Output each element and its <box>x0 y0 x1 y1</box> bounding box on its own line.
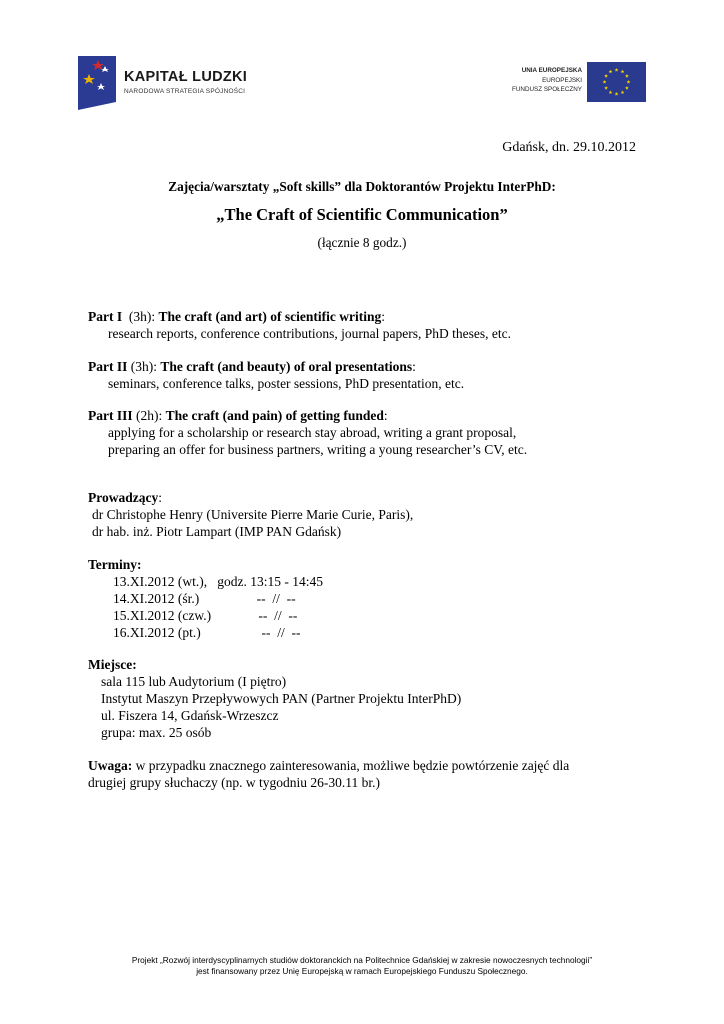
part-hours: (3h): <box>127 359 161 374</box>
term-row: 16.XI.2012 (pt.) -- // -- <box>113 625 301 640</box>
part-2 <box>88 358 648 392</box>
note-text-continued: drugiej grupy słuchaczy (np. w tygodniu 26-30.11 br.) <box>88 775 380 790</box>
instructors-section <box>88 489 648 540</box>
part-description: seminars, conference talks, poster sessions, PhD presentation, etc. <box>108 376 465 391</box>
place-label: Miejsce: <box>88 657 137 672</box>
term-row: 15.XI.2012 (czw.) -- // -- <box>113 608 298 623</box>
part-label: Part II <box>88 359 128 374</box>
eu-flag-icon <box>587 62 646 102</box>
footer <box>0 955 724 976</box>
kapital-ludzki-subtitle: NARODOWA STRATEGIA SPÓJNOŚCI <box>124 88 246 95</box>
part-colon: : <box>383 408 388 423</box>
part-1 <box>88 308 648 342</box>
place-line: ul. Fiszera 14, Gdańsk-Wrzeszcz <box>101 708 279 723</box>
place-line: Instytut Maszyn Przepływowych PAN (Partner Projektu InterPhD) <box>101 691 462 706</box>
terms-label: Terminy: <box>88 557 142 572</box>
eu-logo-text <box>496 66 582 95</box>
footer-line1: Projekt „Rozwój interdyscyplinarnych studiów doktoranckich na Politechnice Gdańskiej w zakresie nowoczesnych technologii” <box>131 955 593 965</box>
note-label: Uwaga: <box>88 758 133 773</box>
place-line: grupa: max. 25 osób <box>101 725 212 740</box>
eu-line2: EUROPEJSKI <box>542 76 582 84</box>
term-row: 14.XI.2012 (śr.) -- // -- <box>113 591 296 606</box>
title-duration: (łącznie 8 godz.) <box>317 235 407 250</box>
part-description: preparing an offer for business partners, writing a young researcher’s CV, etc. <box>108 442 528 457</box>
instructor-name: dr Christophe Henry (Universite Pierre Marie Curie, Paris), <box>92 507 414 522</box>
part-3 <box>88 407 648 458</box>
terms-section <box>88 556 648 641</box>
instructors-label: Prowadzący <box>88 490 159 505</box>
instructor-name: dr hab. inż. Piotr Lampart (IMP PAN Gdańsk) <box>92 524 342 539</box>
kapital-ludzki-title: KAPITAŁ LUDZKI <box>124 69 248 85</box>
part-hours: (3h): <box>122 309 159 324</box>
eu-line1: UNIA EUROPEJSKA <box>521 67 582 74</box>
note-text: w przypadku znacznego zainteresowania, możliwe będzie powtórzenie zajęć dla <box>132 758 570 773</box>
title-main: „The Craft of Scientific Communication” <box>216 205 508 224</box>
document-date: Gdańsk, dn. 29.10.2012 <box>502 140 636 155</box>
part-hours: (2h): <box>132 408 166 423</box>
part-description: applying for a scholarship or research stay abroad, writing a grant proposal, <box>108 425 517 440</box>
title-line1: Zajęcia/warsztaty „Soft skills” dla Doktorantów Projektu InterPhD: <box>168 179 556 194</box>
part-topic: The craft (and pain) of getting funded <box>165 408 384 423</box>
part-colon: : <box>412 359 416 374</box>
footer-line2: jest finansowany przez Unię Europejską w ramach Europejskiego Funduszu Społecznego. <box>196 965 528 976</box>
part-colon: : <box>381 309 385 324</box>
part-topic: The craft (and beauty) of oral presentations <box>160 359 413 374</box>
part-topic: The craft (and art) of scientific writing <box>158 309 382 324</box>
part-label: Part I <box>88 309 123 324</box>
instructors-colon: : <box>158 490 163 505</box>
eu-line3: FUNDUSZ SPOŁECZNY <box>512 86 582 93</box>
part-description: research reports, conference contributions, journal papers, PhD theses, etc. <box>108 326 511 341</box>
term-row: 13.XI.2012 (wt.), godz. 13:15 - 14:45 <box>113 574 323 589</box>
place-line: sala 115 lub Audytorium (I piętro) <box>101 674 287 689</box>
place-section <box>88 656 648 741</box>
part-label: Part III <box>88 408 133 423</box>
note-section <box>88 757 648 791</box>
